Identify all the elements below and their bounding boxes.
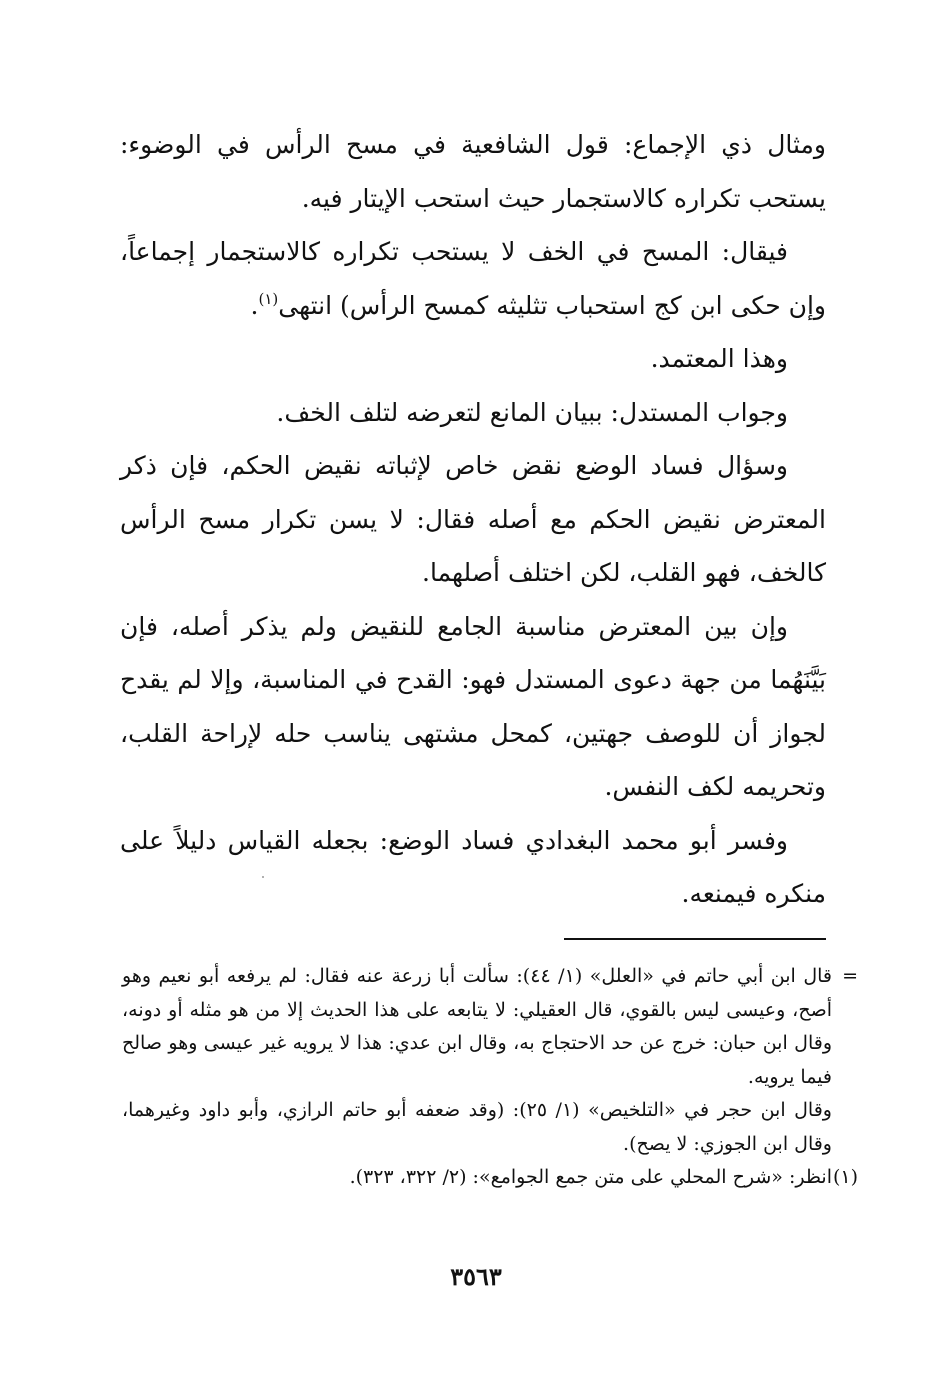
footnote-continued-paragraph-1: قال ابن أبي حاتم في «العلل» (١/ ٤٤): سألت أبا زرعة عنه فقال: لم يرفعه أبو نعيم وهو أصح، وعيسى ليس بالقوي، قال العقيلي: لا يتابعه على هذا الحديث إلا من هو مثله أو دونه، وقال ابن حبان: خرج عن حد الاحتجاج به، وقال ابن عدي: هذا لا يرويه غير عيسى وهو صالح فيما يرويه.	[122, 965, 833, 1088]
paragraph-7: وفسر أبو محمد البغدادي فساد الوضع: بجعله القياس دليلاً على منكره فيمنعه.	[120, 825, 826, 908]
footnote-number: (١)	[832, 1166, 858, 1188]
footnote-separator	[564, 938, 826, 940]
paragraph-3: وهذا المعتمد.	[650, 344, 788, 373]
footnotes-section	[122, 960, 858, 1195]
footnote-continuation	[122, 960, 858, 1161]
footnote-reference[interactable]: (١)	[258, 289, 279, 308]
paragraph-1: ومثال ذي الإجماع: قول الشافعية في مسح الرأس في الوضوء: يستحب تكراره كالاستجمار حيث استحب الإيتار فيه.	[120, 130, 826, 213]
scan-speck	[262, 876, 264, 878]
continuation-mark: =	[842, 965, 858, 987]
paragraph-2-text: فيقال: المسح في الخف لا يستحب تكراره كالاستجمار إجماعاً، وإن حكى ابن كج استحباب تثليثه كمسح الرأس) انتهى	[120, 237, 826, 320]
paragraph-5: وسؤال فساد الوضع نقض خاص لإثباته نقيض الحكم، فإن ذكر المعترض نقيض الحكم مع أصله فقال: لا يسن تكرار مسح الرأس كالخف، فهو القلب، لكن اختلف أصلهما.	[120, 451, 826, 587]
footnote-continued-paragraph-2: وقال ابن حجر في «التلخيص» (١/ ٢٥): (وقد ضعفه أبو حاتم الرازي، وأبو داود وغيرهما، وقال ابن الجوزي: لا يصح).	[122, 1099, 832, 1155]
main-text-body	[120, 118, 826, 921]
paragraph-2	[120, 225, 826, 332]
paragraph-4: وجواب المستدل: ببيان المانع لتعرضه لتلف الخف.	[276, 397, 788, 427]
paragraph-2-tail: .	[250, 290, 259, 320]
page-number: ٣٥٦٣	[450, 1262, 502, 1291]
footnote-text: انظر: «شرح المحلي على متن جمع الجوامع»: (٢/ ٣٢٢، ٣٢٣).	[349, 1166, 832, 1188]
paragraph-6: وإن بين المعترض مناسبة الجامع للنقيض ولم يذكر أصله، فإن بَيَّنَهُما من جهة دعوى المستدل فهو: القدح في المناسبة، وإلا لم يقدح لجواز أن للوصف جهتين، كمحل مشتهى يناسب حله لإراحة القلب، وتحريمه لكف النفس.	[120, 611, 826, 801]
footnote-item-1	[122, 1161, 858, 1195]
